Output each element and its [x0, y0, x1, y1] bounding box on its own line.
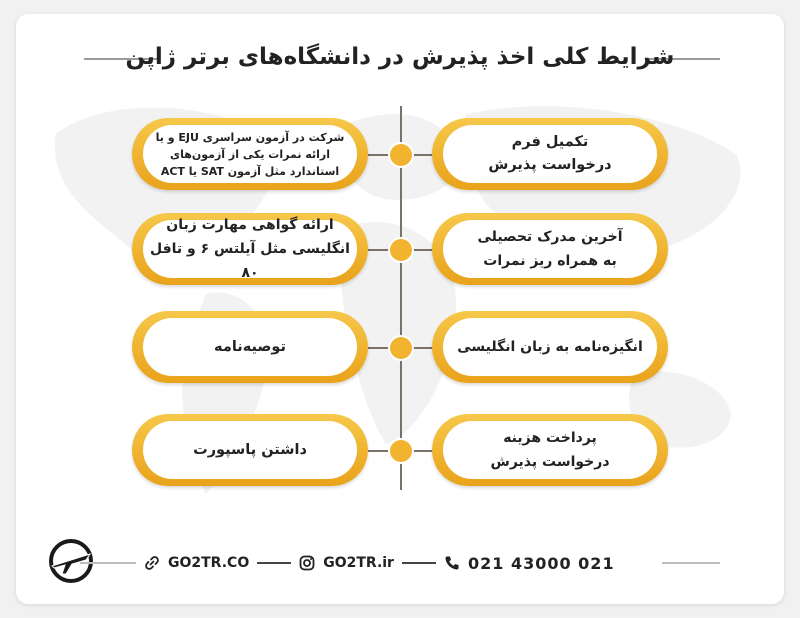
timeline-dot — [390, 144, 412, 166]
requirement-line: انگلیسی مثل آیلتس ۶ و تافل ۸۰ — [149, 241, 350, 281]
requirement-line: آخرین مدرک تحصیلی — [477, 229, 623, 245]
phone-icon — [444, 555, 460, 571]
timeline-dot — [390, 440, 412, 462]
page-title: شرایط کلی اخذ پذیرش در دانشگاه‌های برتر ژاپن — [125, 44, 675, 70]
infographic-card — [16, 14, 784, 604]
requirement-box-left-1 — [132, 118, 368, 190]
requirement-line: انگیزه‌نامه به زبان انگلیسی — [457, 339, 643, 355]
footer-rule-right — [662, 562, 720, 564]
requirement-box-right-1 — [432, 118, 668, 190]
requirement-box-left-4 — [132, 414, 368, 486]
requirement-line: درخواست پذیرش — [488, 157, 612, 173]
requirement-line: تکمیل فرم — [511, 134, 589, 150]
timeline-dot — [390, 337, 412, 359]
requirement-box-right-3 — [432, 311, 668, 383]
requirement-box-left-3 — [132, 311, 368, 383]
link-icon — [144, 555, 160, 571]
requirement-line: پرداخت هزینه — [503, 430, 597, 446]
instagram-handle[interactable]: GO2TR.ir — [323, 555, 394, 571]
footer-separator — [402, 562, 436, 564]
requirement-line: توصیه‌نامه — [214, 338, 286, 355]
requirement-box-right-2 — [432, 213, 668, 285]
requirement-line: به همراه ریز نمرات — [483, 253, 617, 269]
requirement-line: استاندارد مثل آزمون SAT یا ACT — [160, 164, 340, 178]
requirement-line: درخواست پذیرش — [490, 454, 610, 470]
requirement-line: ارائه گواهی مهارت زبان — [166, 217, 334, 233]
footer-contacts — [144, 548, 615, 578]
footer-separator — [257, 562, 291, 564]
phone-number[interactable]: 021 43000 021 — [467, 553, 615, 573]
footer-rule-left — [80, 562, 136, 564]
requirement-line: شرکت در آزمون سراسری EJU و یا — [155, 130, 345, 144]
requirement-line: ارائه نمرات یکی از آزمون‌های — [170, 147, 330, 161]
requirement-box-left-2 — [132, 213, 368, 285]
timeline-dot — [390, 239, 412, 261]
website-link[interactable]: GO2TR.CO — [168, 555, 250, 571]
requirement-box-right-4 — [432, 414, 668, 486]
plane-logo-icon — [46, 536, 96, 586]
requirement-line: داشتن پاسپورت — [193, 441, 307, 458]
instagram-icon — [299, 555, 315, 571]
